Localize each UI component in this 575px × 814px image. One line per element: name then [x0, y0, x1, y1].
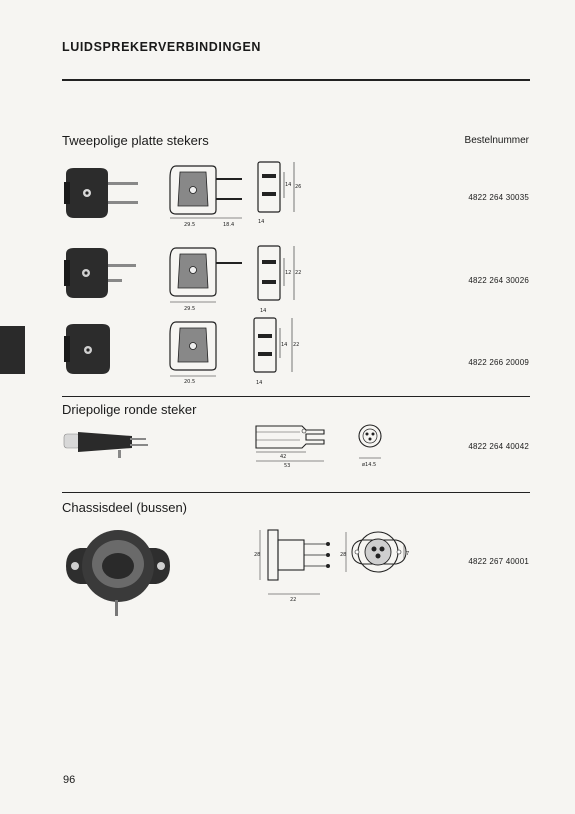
- order-number: 4822 264 30035: [468, 193, 529, 202]
- dimension-label: 22: [293, 342, 300, 348]
- chassis-socket-photo: [62, 520, 174, 620]
- chassis-socket-front-drawing: [340, 524, 414, 586]
- order-number: 4822 264 40042: [468, 442, 529, 451]
- dimension-label: ø14.5: [362, 462, 377, 468]
- header-divider: [62, 79, 530, 81]
- section-divider: [62, 396, 530, 397]
- section-title: Chassisdeel (bussen): [62, 500, 188, 515]
- round-plug-end-view: [354, 420, 388, 468]
- dimension-label: 29.5: [184, 222, 196, 228]
- round-plug-drawing: [252, 420, 330, 468]
- flat-plug-side-drawing: [254, 158, 304, 226]
- chassis-socket-side-drawing: [254, 522, 338, 602]
- dimension-label: 22: [290, 597, 297, 603]
- dimension-label: 26: [295, 184, 302, 190]
- order-number: 4822 267 40001: [468, 557, 529, 566]
- flat-plug-photo: [62, 322, 122, 378]
- dimension-label: 12: [285, 270, 292, 276]
- dimension-label: 22: [295, 270, 302, 276]
- round-plug-photo: [62, 424, 154, 464]
- page-number: 96: [63, 774, 76, 786]
- dimension-label: 28: [340, 552, 347, 558]
- order-number: 4822 266 20009: [468, 358, 529, 367]
- flat-plug-front-drawing: [168, 160, 250, 228]
- column-header: Bestelnummer: [464, 135, 529, 146]
- flat-plug-front-drawing: [168, 316, 250, 386]
- section-divider: [62, 492, 530, 493]
- dimension-label: 28: [254, 552, 261, 558]
- dimension-label: 14: [258, 219, 265, 225]
- dimension-label: 29.5: [184, 306, 196, 312]
- flat-plug-front-drawing: [168, 242, 250, 314]
- dimension-label: 14: [285, 182, 292, 188]
- dimension-label: 18.4: [223, 222, 235, 228]
- dimension-label: 14: [281, 342, 288, 348]
- dimension-label: 7: [406, 551, 410, 557]
- dimension-label: 53: [284, 463, 291, 469]
- dimension-label: 14: [256, 380, 263, 386]
- flat-plug-photo: [62, 166, 142, 222]
- dimension-label: 20.5: [184, 379, 196, 385]
- section-title: Tweepolige platte stekers: [62, 133, 209, 148]
- section-title: Driepolige ronde steker: [62, 402, 197, 417]
- section-tab-marker: [0, 326, 25, 374]
- flat-plug-side-drawing: [254, 242, 304, 314]
- flat-plug-photo: [62, 246, 142, 302]
- dimension-label: 42: [280, 454, 287, 460]
- order-number: 4822 264 30026: [468, 276, 529, 285]
- dimension-label: 14: [260, 308, 267, 314]
- page-title: LUIDSPREKERVERBINDINGEN: [62, 40, 262, 54]
- flat-plug-side-drawing: [250, 314, 304, 386]
